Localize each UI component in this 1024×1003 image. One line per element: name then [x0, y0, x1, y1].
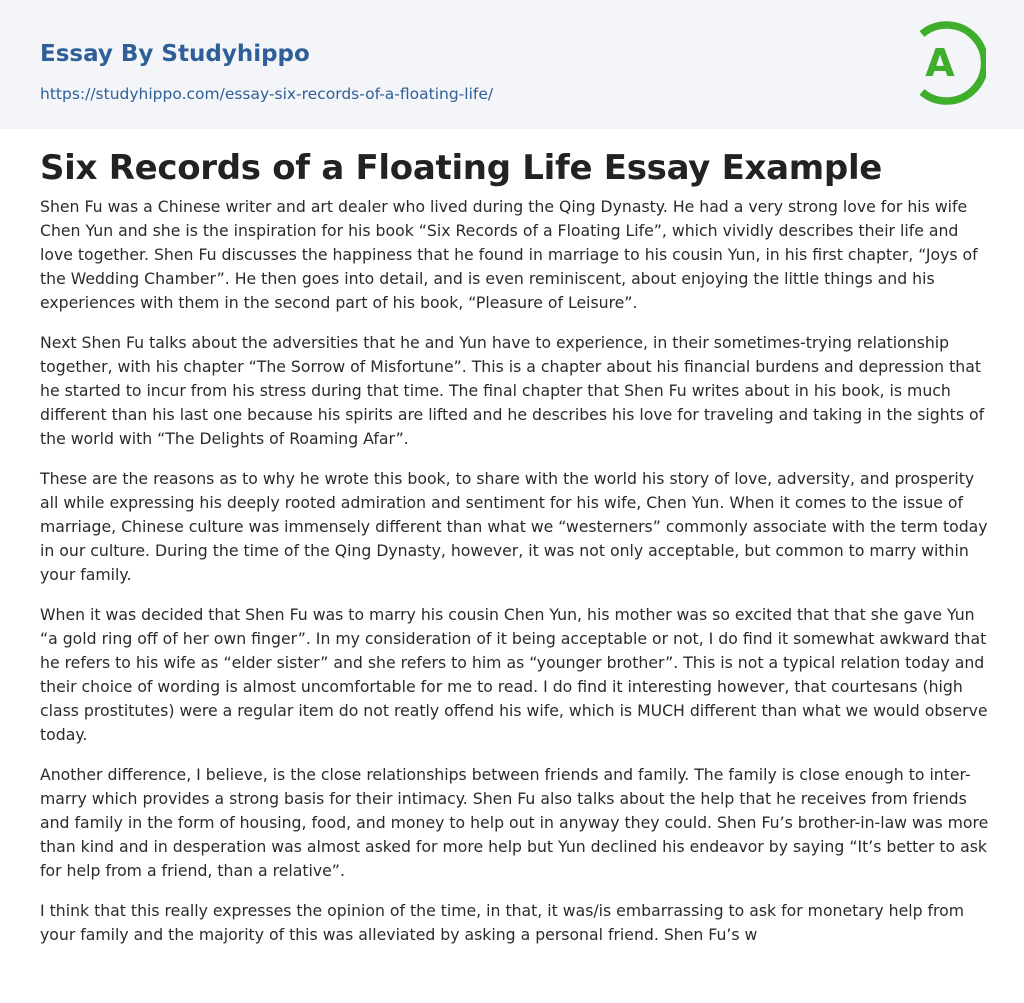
article-paragraph: Another difference, I believe, is the close relationships between friends and family. The family is close enough to inter-marry which provides a strong basis for their intimacy. Shen Fu also talks about the help that he receives from friends and family in the form of housing, food, and money to help out in anyway they could. Shen Fu’s brother-in-law was more than kind and in desperation was almost asked for more help but Yun declined his endeavor by saying “It’s better to ask for help from a friend, than a relative”. — [40, 765, 989, 880]
article-paragraph: Shen Fu was a Chinese writer and art dealer who lived during the Qing Dynasty. He had a very strong love for his wife Chen Yun and she is the inspiration for his book “Six Records of a Floating Life”, which vividly describes their life and love together. Shen Fu discusses the happiness that he found in marriage to his cousin Yun, in his first chapter, “Joys of the Wedding Chamber”. He then goes into detail, and is even reminiscent, about enjoying the little things and his experiences with them in the second part of his book, “Pleasure of Leisure”. — [40, 197, 978, 312]
site-header — [0, 0, 1024, 129]
logo-letter: A — [925, 41, 955, 85]
article-paragraph: These are the reasons as to why he wrote this book, to share with the world his story of love, adversity, and prosperity all while expressing his deeply rooted admiration and sentiment for his wife, Chen Yun. When it comes to the issue of marriage, Chinese culture was immensely different than what we “westerners” commonly associate with the term today in our culture. During the time of the Qing Dynasty, however, it was not only acceptable, but common to marry within your family. — [40, 469, 988, 584]
article-paragraph: When it was decided that Shen Fu was to marry his cousin Chen Yun, his mother was so excited that that she gave Yun “a gold ring off of her own finger”. In my consideration of it being acceptable or not, I do find it somewhat awkward that he refers to his wife as “elder sister” and she refers to him as “younger brother”. This is not a typical relation today and their choice of wording is almost uncomfortable for me to read. I do find it interesting however, that courtesans (high class prostitutes) were a regular item do not reatly offend his wife, which is MUCH different than what we would observe today. — [40, 605, 988, 744]
essay-url-link[interactable]: https://studyhippo.com/essay-six-records-of-a-floating-life/ — [40, 85, 494, 103]
article-body — [40, 195, 990, 947]
article-title: Six Records of a Floating Life Essay Example — [40, 148, 883, 188]
site-brand[interactable]: Essay By Studyhippo — [40, 41, 310, 67]
studyhippo-logo-icon[interactable] — [914, 20, 986, 106]
article-paragraph: I think that this really expresses the opinion of the time, in that, it was/is embarrassing to ask for monetary help from your family and the majority of this was alleviated by asking a personal friend. Shen Fu’s w — [40, 901, 965, 944]
article-paragraph: Next Shen Fu talks about the adversities that he and Yun have to experience, in their sometimes-trying relationship together, with his chapter “The Sorrow of Misfortune”. This is a chapter about his financial burdens and depression that he started to incur from his stress during that time. The final chapter that Shen Fu writes about in his book, is much different than his last one because his spirits are lifted and he describes his love for traveling and taking in the sights of the world with “The Delights of Roaming Afar”. — [40, 333, 985, 448]
article — [40, 145, 990, 963]
